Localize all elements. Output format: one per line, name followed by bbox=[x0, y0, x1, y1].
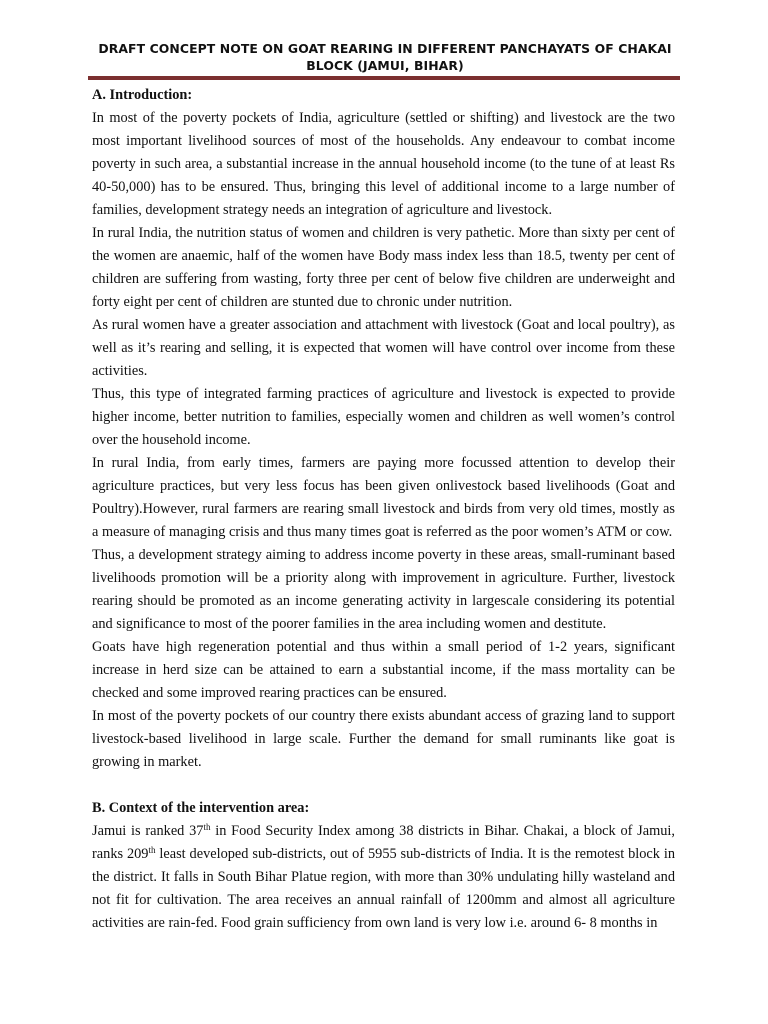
document-title bbox=[90, 40, 680, 74]
document-body bbox=[92, 84, 675, 935]
intro-paragraph-7: Goats have high regeneration potential and thus within a small period of 1-2 years, significant increase in herd size can be attained to earn a substantial income, if the mass mortality can be checked and some improved rearing practices can be ensured. bbox=[92, 639, 675, 701]
title-line-2: BLOCK (JAMUI, BIHAR) bbox=[306, 58, 464, 73]
intro-paragraph-2: In rural India, the nutrition status of women and children is very pathetic. More than sixty per cent of the women are anaemic, half of the women have Body mass index less than 18.5, twenty per cent of children are suffering from wasting, forty three per cent of below five children are underweight and forty eight per cent of children are stunted due to chronic under nutrition. bbox=[92, 225, 675, 310]
intro-paragraph-4: Thus, this type of integrated farming practices of agriculture and livestock is expected to provide higher income, better nutrition to families, especially women and children as well women’s control over the household income. bbox=[92, 386, 675, 448]
intro-paragraph-1: In most of the poverty pockets of India, agriculture (settled or shifting) and livestock are the two most important livelihood sources of most of the households. Any endeavour to combat income poverty in such area, a substantial increase in the annual household income (to the tune of at least Rs 40-50,000) has to be ensured. Thus, bringing this level of additional income to a large number of families, development strategy needs an integration of agriculture and livestock. bbox=[92, 110, 675, 218]
context-text-3: least developed sub-districts, out of 5955 sub-districts of India. It is the remotest block in the district. It falls in South Bihar Platue region, with more than 30% undulating hilly wasteland and not fit for cultivation. The area receives an annual rainfall of 1200mm and almost all agriculture activities are rain-fed. Food grain sufficiency from own land is very low i.e. around 6- 8 months in bbox=[92, 846, 675, 931]
intro-paragraph-8: In most of the poverty pockets of our country there exists abundant access of grazing land to support livestock-based livelihood in large scale. Further the demand for small ruminants like goat is growing in market. bbox=[92, 708, 675, 770]
context-text-1: Jamui is ranked 37 bbox=[92, 823, 204, 839]
section-spacer bbox=[92, 774, 675, 797]
title-line-1: DRAFT CONCEPT NOTE ON GOAT REARING IN DIFFERENT PANCHAYATS OF CHAKAI bbox=[98, 41, 672, 56]
title-divider bbox=[88, 76, 680, 80]
context-text-2: in Food Security Index among 38 districts in Bihar. Chakai, a block of Jamui, ranks 209 bbox=[92, 823, 675, 862]
intro-paragraph-6: Thus, a development strategy aiming to address income poverty in these areas, small-ruminant based livelihoods promotion will be a priority along with improvement in agriculture. Further, livestock rearing should be promoted as an income generating activity in largescale considering its potential and significance to most of the poorer families in the area including women and destitute. bbox=[92, 547, 675, 632]
ordinal-suffix-2: th bbox=[148, 845, 156, 855]
context-paragraph-1 bbox=[92, 820, 675, 935]
intro-paragraph-3: As rural women have a greater association and attachment with livestock (Goat and local poultry), as well as it’s rearing and selling, it is expected that women will have control over income from these activities. bbox=[92, 317, 675, 379]
ordinal-suffix-1: th bbox=[203, 822, 211, 832]
section-a-heading: A. Introduction: bbox=[92, 87, 193, 103]
intro-paragraph-5: In rural India, from early times, farmers are paying more focussed attention to develop their agriculture practices, but very less focus has been given onlivestock based livelihoods (Goat and Poultry).However, rural farmers are rearing small livestock and birds from very old times, mostly as a measure of managing crisis and thus many times goat is referred as the poor women’s ATM or cow. bbox=[92, 455, 675, 540]
section-b-heading: B. Context of the intervention area: bbox=[92, 800, 310, 816]
